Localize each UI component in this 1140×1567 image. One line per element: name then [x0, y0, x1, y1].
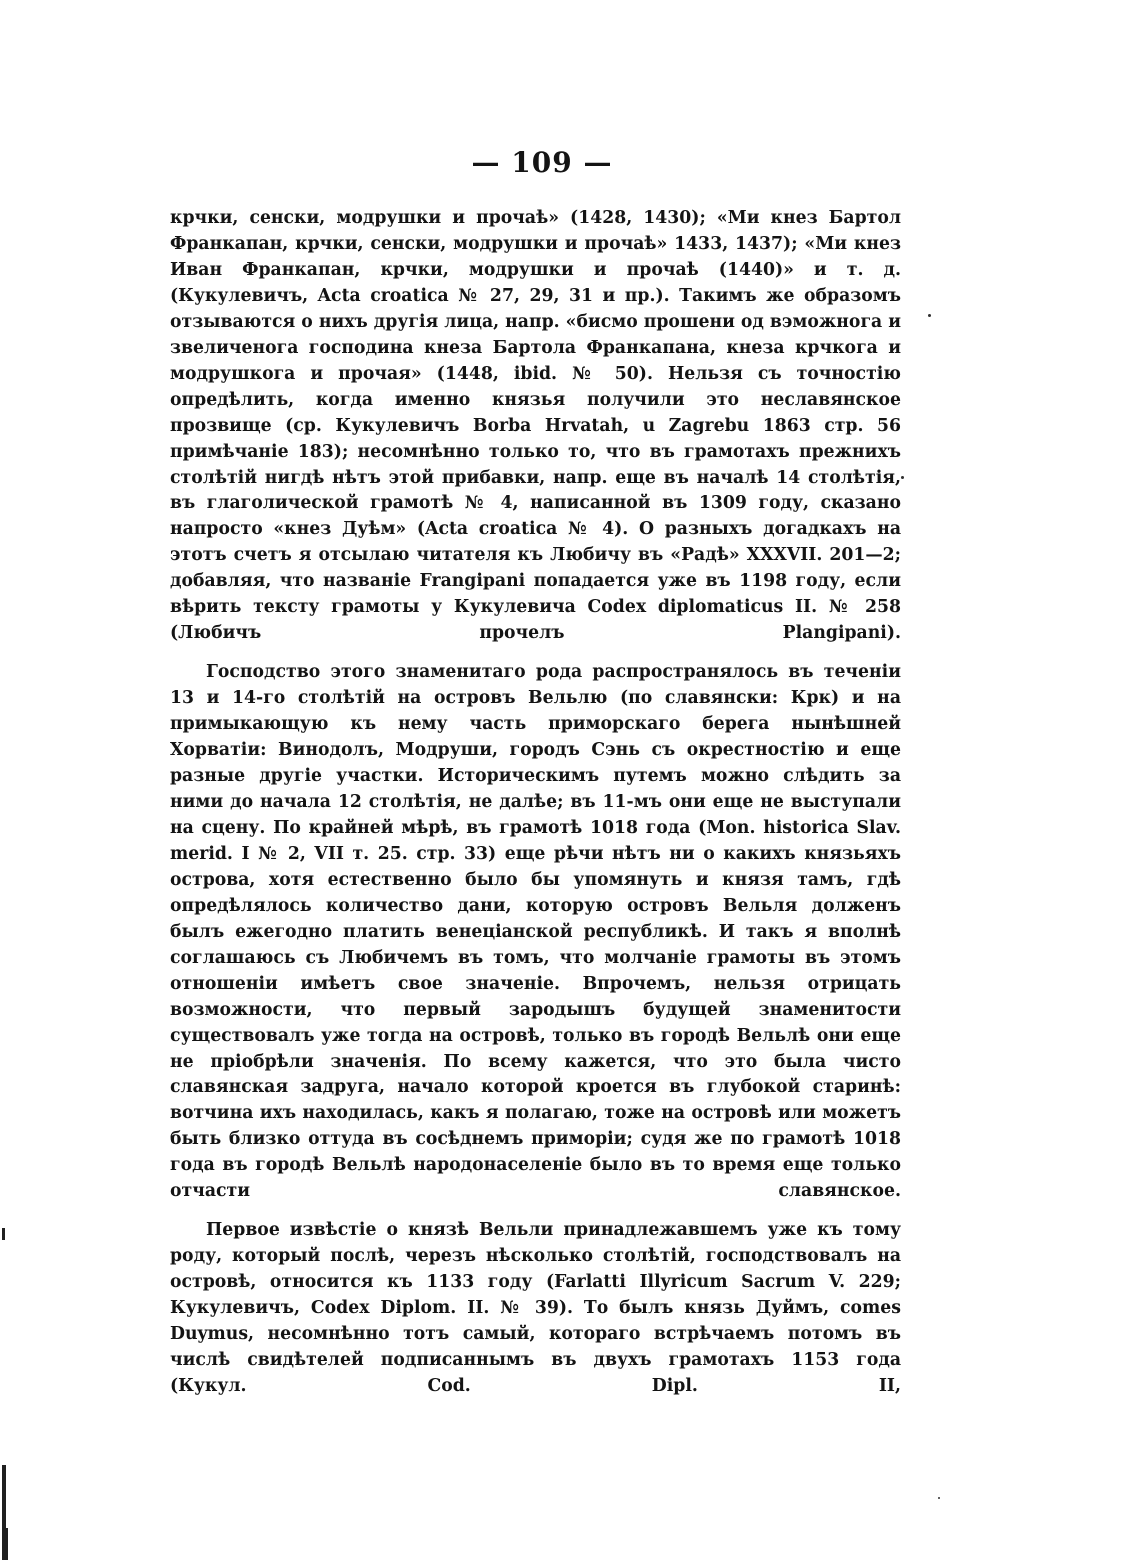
paragraph-2: Господство этого знаменитаго рода распространялось въ теченіи 13 и 14-го столѣтій на островъ Вельлю (по славянски: Крк) и на примыкающую къ нему часть приморскаго берега нынѣшней Хорватіи: Винодолъ, Модруши, городъ Сэнь съ окрестностію и еще разные другіе участки. Историческимъ путемъ можно слѣдить за ними до начала 12 столѣтія, не далѣе; въ 11-мъ они еще не выступали на сцену. По крайней мѣрѣ, въ грамотѣ 1018 года (Mon. historica Slav. merid. I № 2, VII т. 25. стр. 33) еще рѣчи нѣтъ ни о какихъ князьяхъ острова, хотя естественно было бы упомянуть и князя тамъ, гдѣ опредѣлялось количество дани, которую островъ Вельля долженъ былъ ежегодно платить венеціанской республикѣ. И такъ я вполнѣ соглашаюсь съ Любичемъ въ томъ, что молчаніе грамоты въ этомъ отношеніи имѣетъ свое значеніе. Впрочемъ, нельзя отрицать возможности, что первый зародышъ будущей знаменитости существовалъ уже тогда на островѣ, только въ городѣ Вельлѣ они еще не пріобрѣли значенія. По всему кажется, что это была чисто славянская задруга, начало которой кроется въ глубокой старинѣ: вотчина ихъ находилась, какъ я полагаю, тоже на островѣ или можетъ быть близко оттуда въ сосѣднемъ приморіи; судя же по грамотѣ 1018 года въ городѣ Вельлѣ народонаселеніе было въ то время еще только отчасти славянское.	[170, 662, 901, 1202]
body-text	[170, 206, 901, 1400]
scan-speck	[938, 1497, 940, 1499]
scan-speck	[901, 476, 904, 479]
paragraph-3: Первое извѣстіе о князѣ Вельли принадлежавшемъ уже къ тому роду, который послѣ, черезъ нѣсколько столѣтій, господствовалъ на островѣ, относится къ 1133 году (Farlatti Illyricum Sacrum V. 229; Кукулевичъ, Codex Diplom. II. № 39). То былъ князь Дуймъ, comes Duymus, несомнѣнно тотъ самый, котораго встрѣчаемъ потомъ въ числѣ свидѣтелей подписаннымъ въ двухъ грамотахъ 1153 года (Кукул. Cod. Dipl. II,	[170, 1220, 901, 1396]
scan-speck	[928, 314, 931, 317]
scan-margin-mark	[2, 1228, 5, 1240]
paragraph-1: крчки, сенски, модрушки и прочаѣ» (1428, 1430); «Ми кнез Бартол Франкапан, крчки, сенски, модрушки и прочаѣ» 1433, 1437); «Ми кнез Иван Франкапан, крчки, модрушки и прочаѣ (1440)» и т. д. (Кукулевичъ, Acta croatica № 27, 29, 31 и пр.). Такимъ же образомъ отзываются о нихъ другія лица, напр. «бисмо прошени од вэможнога и звеличенога господина кнеза Бартола Франкапана, кнеза крчкога и модрушкога и прочая» (1448, ibid. № 50). Нельзя съ точностію опредѣлить, когда именно князья получили это неславянское прозвище (ср. Кукулевичъ Borba Hrvatah, u Zagrebu 1863 стр. 56 примѣчаніе 183); несомнѣнно только то, что въ грамотахъ прежнихъ столѣтій нигдѣ нѣтъ этой прибавки, напр. еще въ началѣ 14 столѣтія, въ глаголической грамотѣ № 4, написанной въ 1309 году, сказано напросто «кнез Дуѣм» (Acta croatica № 4). О разныхъ догадкахъ на этотъ счетъ я отсылаю читателя къ Любичу въ «Радѣ» XXXVII. 201—2; добавляя, что названіе Frangipani попадается уже въ 1198 году, если вѣрить тексту грамоты у Кукулевича Codex diplomaticus II. № 258 (Любичъ прочелъ Plangipani).	[170, 208, 901, 644]
scan-binding-edge-thin	[6, 1528, 8, 1560]
page-number: — 109 —	[471, 146, 613, 179]
